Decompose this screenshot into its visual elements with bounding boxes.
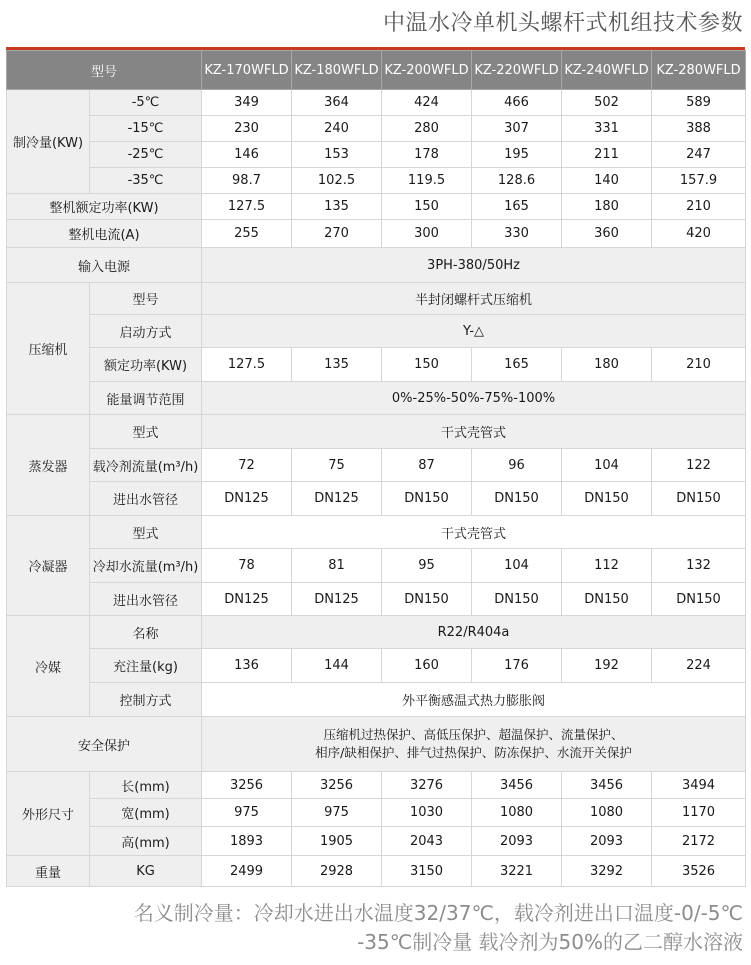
cell: 102.5 — [292, 168, 382, 194]
row-label: 载冷剂流量(m³/h) — [90, 449, 202, 482]
cell: 1893 — [202, 827, 292, 856]
cell: 589 — [652, 90, 746, 116]
table-row — [7, 90, 746, 116]
table-row — [7, 315, 746, 348]
cell: 150 — [382, 348, 472, 382]
cell: 2172 — [652, 827, 746, 856]
cell: 150 — [382, 194, 472, 220]
cell: 81 — [292, 549, 382, 583]
safety-line: 压缩机过热保护、高低压保护、超温保护、流量保护、 — [323, 727, 624, 742]
cell: 160 — [382, 649, 472, 683]
cell: 502 — [562, 90, 652, 116]
table-row — [7, 649, 746, 683]
cell: 122 — [652, 449, 746, 482]
header-model: KZ-200WFLD — [382, 51, 472, 90]
cell: 119.5 — [382, 168, 472, 194]
cell: 136 — [202, 649, 292, 683]
cell: 127.5 — [202, 194, 292, 220]
row-label: 型号 — [90, 283, 202, 315]
cell: 72 — [202, 449, 292, 482]
table-row — [7, 772, 746, 799]
table-row — [7, 449, 746, 482]
cell: DN150 — [652, 482, 746, 516]
cell: 975 — [292, 799, 382, 827]
cell: 96 — [472, 449, 562, 482]
table-row — [7, 283, 746, 315]
cell: 210 — [652, 348, 746, 382]
cell: 224 — [652, 649, 746, 683]
cell: DN125 — [202, 583, 292, 616]
cell: 424 — [382, 90, 472, 116]
footnote-line: 名义制冷量：冷却水进出水温度32/37℃，载冷剂进出口温度-0/-5℃ — [133, 901, 743, 925]
cell: 420 — [652, 220, 746, 248]
cell: 307 — [472, 116, 562, 142]
safety-cell — [202, 717, 746, 772]
cell: 2928 — [292, 856, 382, 887]
table-row — [7, 482, 746, 516]
cell: 1080 — [472, 799, 562, 827]
cell: 104 — [472, 549, 562, 583]
table-row — [7, 516, 746, 549]
row-label: 型式 — [90, 516, 202, 549]
row-label: 整机电流(A) — [7, 220, 202, 248]
header-row — [7, 51, 746, 90]
cell: DN150 — [562, 583, 652, 616]
cell: 2093 — [562, 827, 652, 856]
cell: 280 — [382, 116, 472, 142]
row-label: -15℃ — [90, 116, 202, 142]
cell: 135 — [292, 194, 382, 220]
cell: 1905 — [292, 827, 382, 856]
cell: 180 — [562, 348, 652, 382]
merged-cell: 3PH-380/50Hz — [202, 248, 746, 283]
weight-group-label: 重量 — [7, 856, 90, 887]
merged-cell: 0%-25%-50%-75%-100% — [202, 382, 746, 415]
table-row — [7, 856, 746, 887]
footnote-line: -35℃制冷量 载冷剂为50%的乙二醇水溶液 — [357, 930, 743, 954]
cell: 153 — [292, 142, 382, 168]
cell: 146 — [202, 142, 292, 168]
cell: DN125 — [202, 482, 292, 516]
cell: 230 — [202, 116, 292, 142]
cell: 140 — [562, 168, 652, 194]
table-row — [7, 168, 746, 194]
cell: 388 — [652, 116, 746, 142]
merged-cell: R22/R404a — [202, 616, 746, 649]
condenser-group-label: 冷凝器 — [7, 516, 90, 616]
cell: 255 — [202, 220, 292, 248]
table-row — [7, 717, 746, 772]
cell: 466 — [472, 90, 562, 116]
table-row — [7, 348, 746, 382]
cell: 135 — [292, 348, 382, 382]
row-label: 输入电源 — [7, 248, 202, 283]
row-label: 整机额定功率(KW) — [7, 194, 202, 220]
cell: 3256 — [292, 772, 382, 799]
table-row — [7, 220, 746, 248]
cell: 128.6 — [472, 168, 562, 194]
row-label: 型式 — [90, 415, 202, 449]
row-label: 充注量(kg) — [90, 649, 202, 683]
cell: 3456 — [562, 772, 652, 799]
header-model: KZ-280WFLD — [652, 51, 746, 90]
row-label: 进出水管径 — [90, 482, 202, 516]
cell: 157.9 — [652, 168, 746, 194]
cell: 2093 — [472, 827, 562, 856]
row-label: 安全保护 — [7, 717, 202, 772]
table-row — [7, 549, 746, 583]
cell: 78 — [202, 549, 292, 583]
cell: 75 — [292, 449, 382, 482]
header-model: KZ-240WFLD — [562, 51, 652, 90]
cell: 211 — [562, 142, 652, 168]
cell: DN150 — [382, 583, 472, 616]
cell: 3276 — [382, 772, 472, 799]
cell: 331 — [562, 116, 652, 142]
header-model: KZ-170WFLD — [202, 51, 292, 90]
cell: DN150 — [652, 583, 746, 616]
dimensions-group-label: 外形尺寸 — [7, 772, 90, 856]
table-row — [7, 382, 746, 415]
cell: 1080 — [562, 799, 652, 827]
row-label: 长(mm) — [90, 772, 202, 799]
table-row — [7, 616, 746, 649]
safety-line: 相序/缺相保护、排气过热保护、防冻保护、水流开关保护 — [315, 745, 632, 760]
cell: DN150 — [472, 583, 562, 616]
cell: 2499 — [202, 856, 292, 887]
table-row — [7, 415, 746, 449]
merged-cell: 半封闭螺杆式压缩机 — [202, 283, 746, 315]
row-label: KG — [90, 856, 202, 887]
cell: 300 — [382, 220, 472, 248]
row-label: 名称 — [90, 616, 202, 649]
row-label: -35℃ — [90, 168, 202, 194]
cell: 87 — [382, 449, 472, 482]
cell: 132 — [652, 549, 746, 583]
cell: 127.5 — [202, 348, 292, 382]
row-label: 额定功率(KW) — [90, 348, 202, 382]
merged-cell: 干式壳管式 — [202, 415, 746, 449]
cell: 3456 — [472, 772, 562, 799]
cell: 247 — [652, 142, 746, 168]
row-label: -25℃ — [90, 142, 202, 168]
cell: 2043 — [382, 827, 472, 856]
cell: 178 — [382, 142, 472, 168]
cell: 112 — [562, 549, 652, 583]
cell: DN125 — [292, 583, 382, 616]
cell: 360 — [562, 220, 652, 248]
cell: DN150 — [562, 482, 652, 516]
cell: 144 — [292, 649, 382, 683]
row-label: 高(mm) — [90, 827, 202, 856]
cell: 95 — [382, 549, 472, 583]
table-row — [7, 827, 746, 856]
cell: 180 — [562, 194, 652, 220]
cell: 1170 — [652, 799, 746, 827]
table-row — [7, 248, 746, 283]
cell: 330 — [472, 220, 562, 248]
table-row — [7, 683, 746, 717]
compressor-group-label: 压缩机 — [7, 283, 90, 415]
cell: DN150 — [472, 482, 562, 516]
cell: 3292 — [562, 856, 652, 887]
row-label: 宽(mm) — [90, 799, 202, 827]
merged-cell: 干式壳管式 — [202, 516, 746, 549]
row-label: 能量调节范围 — [90, 382, 202, 415]
cell: DN125 — [292, 482, 382, 516]
cell: 195 — [472, 142, 562, 168]
cell: 349 — [202, 90, 292, 116]
table-row — [7, 142, 746, 168]
merged-cell: 外平衡感温式热力膨胀阀 — [202, 683, 746, 717]
header-model: KZ-180WFLD — [292, 51, 382, 90]
cell: 975 — [202, 799, 292, 827]
cell: 1030 — [382, 799, 472, 827]
cell: 165 — [472, 348, 562, 382]
table-row — [7, 116, 746, 142]
table-row — [7, 799, 746, 827]
row-label: 启动方式 — [90, 315, 202, 348]
cell: 3150 — [382, 856, 472, 887]
page-title: 中温水冷单机头螺杆式机组技术参数 — [382, 11, 743, 36]
cell: 165 — [472, 194, 562, 220]
header-model: KZ-220WFLD — [472, 51, 562, 90]
table-row — [7, 194, 746, 220]
cell: 3494 — [652, 772, 746, 799]
cell: 3256 — [202, 772, 292, 799]
cell: 176 — [472, 649, 562, 683]
row-label: 冷却水流量(m³/h) — [90, 549, 202, 583]
cell: DN150 — [382, 482, 472, 516]
cooling-group-label: 制冷量(KW) — [7, 90, 90, 194]
row-label: 进出水管径 — [90, 583, 202, 616]
cell: 3221 — [472, 856, 562, 887]
cell: 364 — [292, 90, 382, 116]
evaporator-group-label: 蒸发器 — [7, 415, 90, 516]
refrigerant-group-label: 冷媒 — [7, 616, 90, 717]
row-label: 控制方式 — [90, 683, 202, 717]
cell: 192 — [562, 649, 652, 683]
cell: 3526 — [652, 856, 746, 887]
cell: 270 — [292, 220, 382, 248]
table-row — [7, 583, 746, 616]
cell: 98.7 — [202, 168, 292, 194]
row-label: -5℃ — [90, 90, 202, 116]
merged-cell: Y-△ — [202, 315, 746, 348]
cell: 240 — [292, 116, 382, 142]
header-model-label: 型号 — [7, 51, 202, 90]
spec-table — [6, 50, 746, 887]
cell: 104 — [562, 449, 652, 482]
cell: 210 — [652, 194, 746, 220]
